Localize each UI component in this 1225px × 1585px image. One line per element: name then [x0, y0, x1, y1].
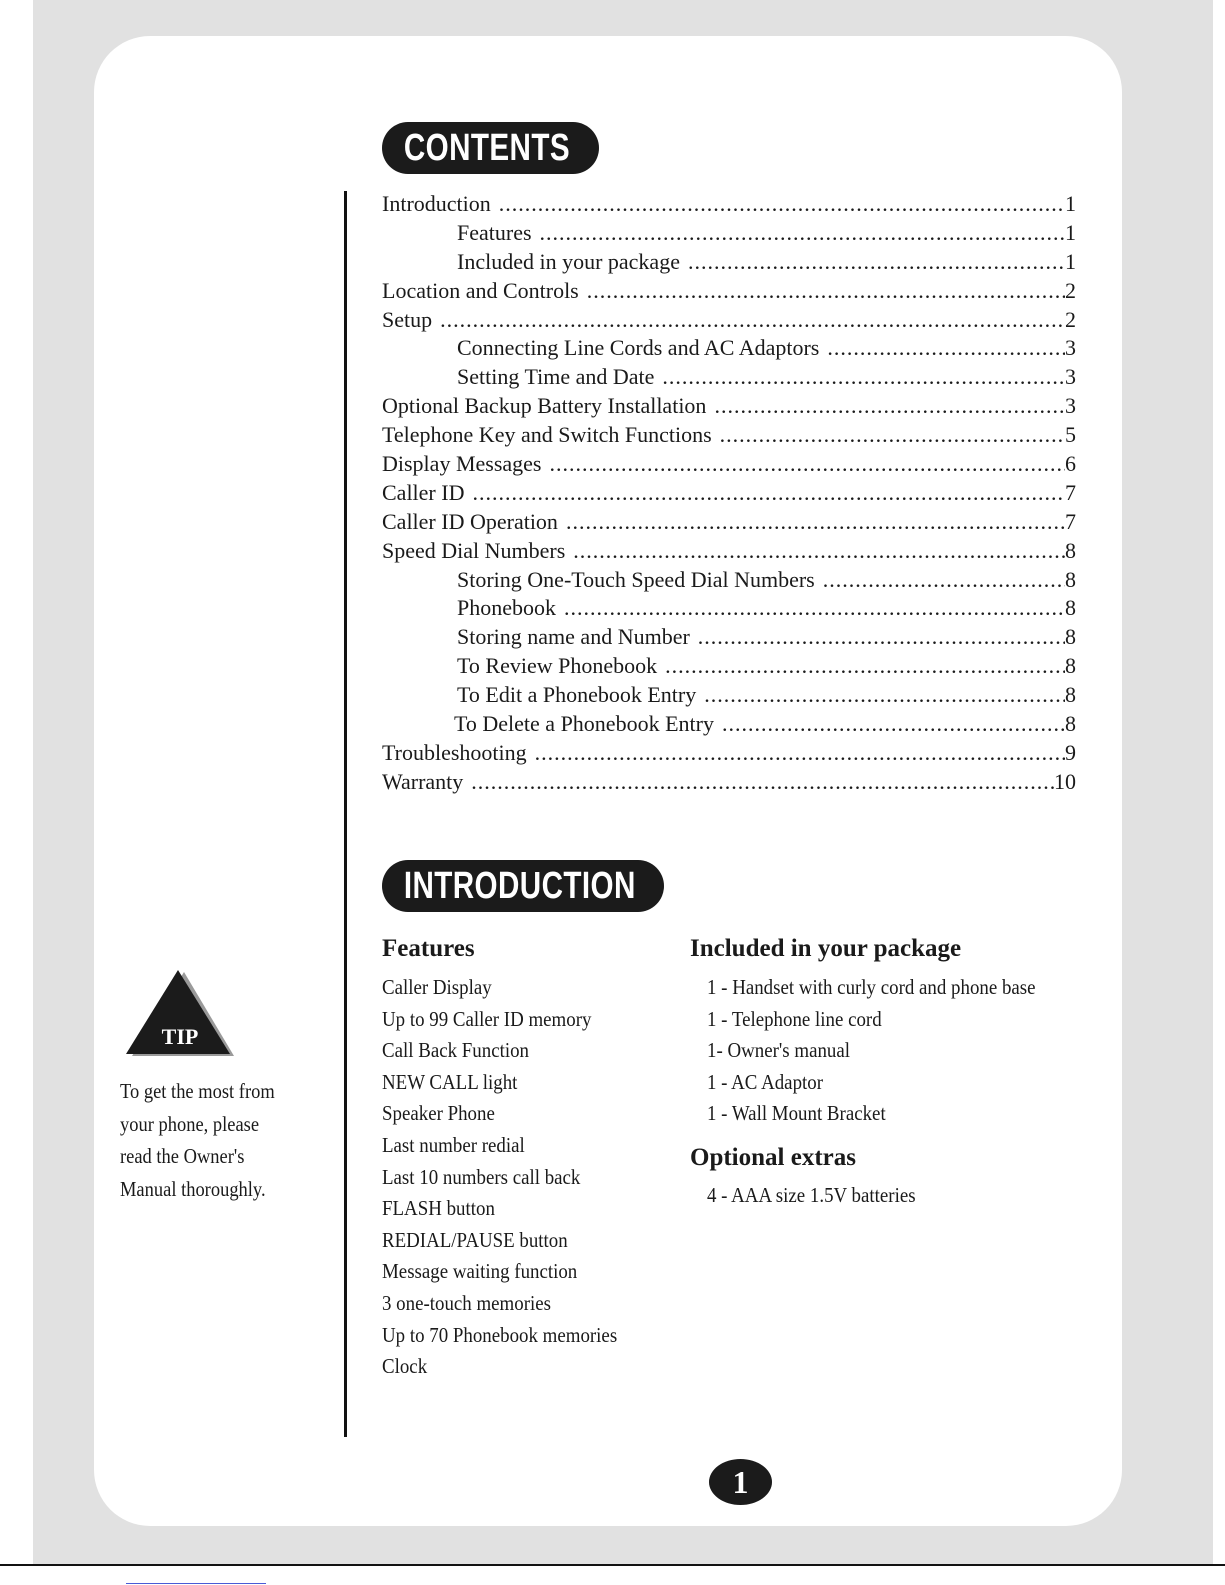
toc-entry-page: 10 — [1054, 768, 1076, 794]
tip-label: TIP — [161, 1024, 199, 1049]
toc-entry-page: 2 — [1065, 277, 1076, 303]
toc-dot-leader — [499, 190, 1065, 219]
toc-entry-title: Speed Dial Numbers — [382, 537, 566, 563]
bottom-link-underline — [126, 1583, 266, 1584]
toc-entry-page: 1 — [1065, 248, 1076, 274]
feature-item: Message waiting function — [382, 1259, 578, 1284]
feature-item: Speaker Phone — [382, 1101, 495, 1126]
toc-dot-leader — [714, 392, 1065, 421]
toc-entry-page: 7 — [1065, 479, 1076, 505]
toc-entry-title: Caller ID Operation — [382, 508, 558, 534]
toc-entry-page: 3 — [1065, 364, 1076, 390]
toc-entry — [382, 306, 1076, 335]
feature-item: Call Back Function — [382, 1038, 529, 1063]
toc-entry-title: Features — [457, 219, 532, 245]
toc-entry-title: To Edit a Phonebook Entry — [457, 682, 697, 708]
introduction-heading — [382, 860, 664, 912]
toc-entry-page: 5 — [1065, 422, 1076, 448]
feature-item: Up to 99 Caller ID memory — [382, 1006, 592, 1031]
toc-dot-leader — [440, 306, 1065, 335]
bottom-rule — [0, 1564, 1225, 1566]
toc-dot-leader — [573, 537, 1065, 566]
toc-dot-leader — [720, 421, 1065, 450]
toc-entry-page: 7 — [1065, 508, 1076, 534]
toc-entry-page: 1 — [1065, 219, 1076, 245]
contents-heading — [382, 122, 599, 174]
toc-entry — [382, 508, 1076, 537]
toc-entry-page: 3 — [1065, 335, 1076, 361]
toc-dot-leader — [704, 681, 1065, 710]
tip-line: read the Owner's — [120, 1144, 245, 1168]
toc-entry-page: 8 — [1065, 682, 1076, 708]
toc-entry-page: 2 — [1065, 306, 1076, 332]
tip-text — [120, 1075, 296, 1205]
toc-entry — [382, 739, 1076, 768]
package-item: 1 - Wall Mount Bracket — [707, 1101, 886, 1125]
toc-entry-page: 8 — [1065, 537, 1076, 563]
toc-entry — [382, 652, 1076, 681]
toc-dot-leader — [823, 566, 1065, 595]
extras-list — [707, 1180, 939, 1212]
toc-entry — [382, 363, 1076, 392]
toc-entry-title: To Delete a Phonebook Entry — [454, 711, 714, 737]
feature-item: 3 one-touch memories — [382, 1290, 552, 1315]
toc-entry-page: 8 — [1065, 595, 1076, 621]
toc-entry-title: Telephone Key and Switch Functions — [382, 422, 712, 448]
toc-entry — [382, 623, 1076, 652]
toc-entry-page: 1 — [1065, 191, 1076, 216]
toc-entry-page: 8 — [1065, 711, 1076, 737]
toc-entry — [382, 421, 1076, 450]
toc-entry-page: 3 — [1065, 393, 1076, 419]
feature-item: Last number redial — [382, 1132, 525, 1157]
feature-item: Up to 70 Phonebook memories — [382, 1322, 618, 1347]
package-item: 1 - AC Adaptor — [707, 1069, 824, 1094]
features-list — [382, 972, 643, 1383]
toc-entry — [382, 566, 1076, 595]
feature-item: Last 10 numbers call back — [382, 1164, 581, 1189]
toc-dot-leader — [566, 508, 1065, 537]
toc-entry-title: Introduction — [382, 191, 491, 216]
toc-entry-title: Display Messages — [382, 451, 542, 477]
toc-entry-page: 6 — [1065, 451, 1076, 477]
toc-entry-title: Troubleshooting — [382, 739, 527, 765]
toc-dot-leader — [587, 277, 1065, 306]
package-item: 1 - Telephone line cord — [707, 1006, 882, 1031]
table-of-contents — [382, 190, 1076, 797]
feature-item: REDIAL/PAUSE button — [382, 1227, 568, 1252]
toc-entry-title: Setting Time and Date — [457, 364, 655, 390]
toc-entry-page: 8 — [1065, 653, 1076, 679]
toc-entry-title: Storing One-Touch Speed Dial Numbers — [457, 566, 815, 592]
toc-entry-page: 8 — [1065, 566, 1076, 592]
package-item: 1- Owner's manual — [707, 1038, 851, 1062]
toc-entry — [382, 334, 1076, 363]
toc-dot-leader — [662, 363, 1065, 392]
toc-entry — [382, 248, 1076, 277]
toc-entry — [382, 710, 1076, 739]
tip-line: Manual thoroughly. — [120, 1176, 266, 1201]
page-number-badge: 1 — [709, 1459, 772, 1505]
features-heading: Features — [382, 935, 475, 962]
toc-dot-leader — [665, 652, 1065, 681]
toc-entry-title: Caller ID — [382, 479, 465, 505]
feature-item: Clock — [382, 1354, 428, 1379]
toc-entry-title: Included in your package — [457, 248, 680, 274]
toc-entry-title: Connecting Line Cords and AC Adaptors — [457, 335, 820, 361]
toc-dot-leader — [471, 768, 1054, 797]
feature-item: Caller Display — [382, 975, 492, 999]
extras-heading: Optional extras — [690, 1144, 856, 1171]
vertical-divider — [344, 191, 347, 1437]
toc-entry-title: To Review Phonebook — [457, 653, 658, 679]
toc-entry-title: Warranty — [382, 768, 464, 794]
extras-item: 4 - AAA size 1.5V batteries — [707, 1183, 916, 1207]
toc-dot-leader — [722, 710, 1065, 739]
toc-entry — [382, 681, 1076, 710]
toc-dot-leader — [698, 623, 1065, 652]
feature-item: FLASH button — [382, 1196, 495, 1221]
toc-entry-title: Phonebook — [457, 595, 556, 621]
tip-line: your phone, please — [120, 1111, 260, 1136]
toc-entry-title: Optional Backup Battery Installation — [382, 393, 707, 419]
toc-entry — [382, 277, 1076, 306]
toc-dot-leader — [535, 739, 1065, 768]
package-item: 1 - Handset with curly cord and phone base — [707, 975, 1036, 999]
toc-entry — [382, 768, 1076, 797]
package-list — [707, 972, 1072, 1130]
toc-dot-leader — [688, 248, 1065, 277]
toc-entry — [382, 392, 1076, 421]
toc-entry-page: 8 — [1065, 624, 1076, 650]
toc-entry-page: 9 — [1065, 739, 1076, 765]
toc-entry — [382, 594, 1076, 623]
toc-entry-title: Storing name and Number — [457, 624, 690, 650]
contents-heading-text: CONTENTS — [403, 127, 570, 169]
feature-item: NEW CALL light — [382, 1069, 518, 1094]
tip-triangle-icon — [118, 968, 238, 1060]
tip-line: To get the most from — [120, 1079, 275, 1103]
toc-dot-leader — [564, 594, 1065, 623]
toc-entry — [382, 479, 1076, 508]
toc-entry — [382, 190, 1076, 219]
toc-entry — [382, 537, 1076, 566]
toc-dot-leader — [540, 219, 1065, 248]
toc-entry — [382, 450, 1076, 479]
introduction-heading-text: INTRODUCTION — [403, 865, 636, 907]
toc-dot-leader — [549, 450, 1065, 479]
toc-dot-leader — [472, 479, 1065, 508]
toc-dot-leader — [827, 334, 1065, 363]
package-heading: Included in your package — [690, 935, 962, 962]
toc-entry-title: Location and Controls — [382, 277, 579, 303]
toc-entry-title: Setup — [382, 306, 433, 332]
toc-entry — [382, 219, 1076, 248]
